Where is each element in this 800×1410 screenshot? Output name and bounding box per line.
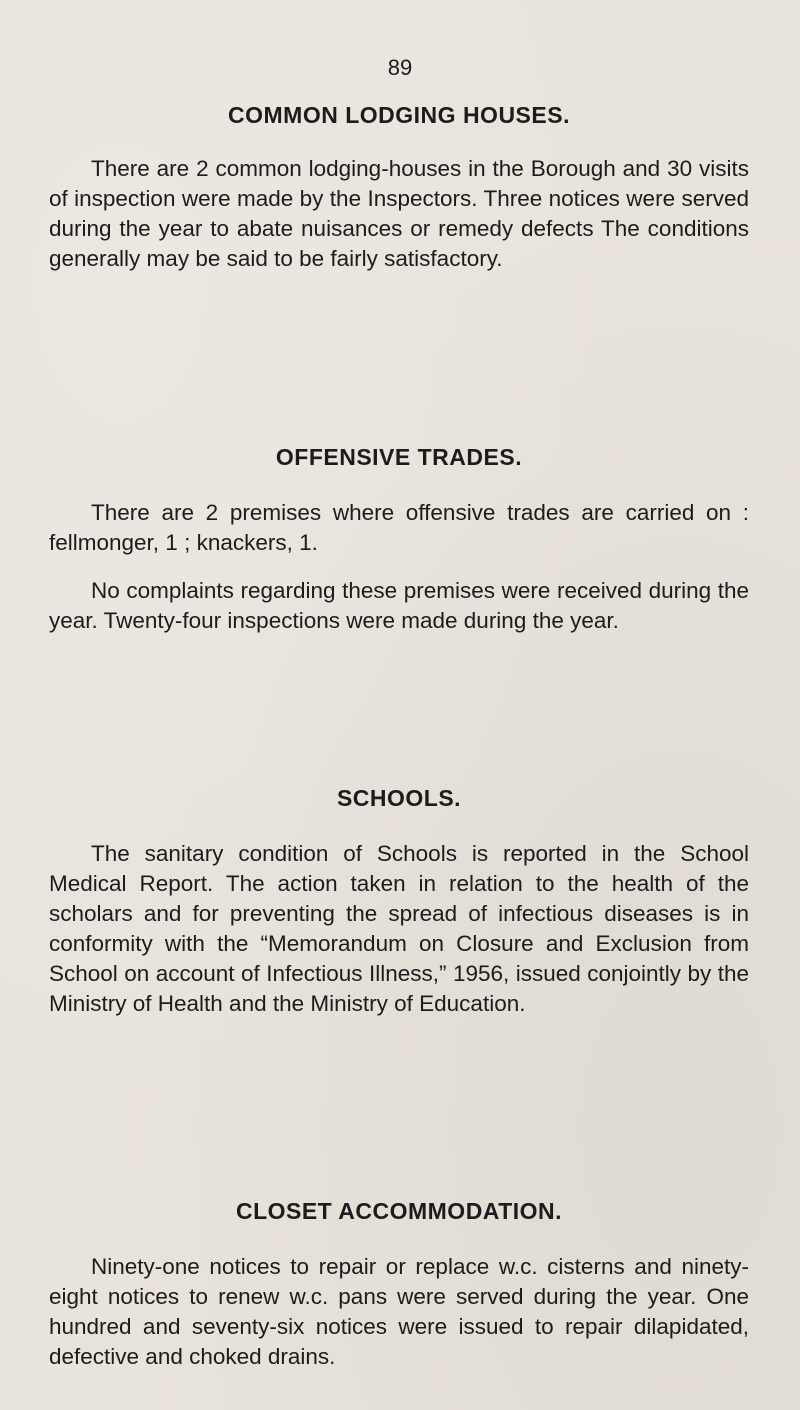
page-number: 89 — [387, 55, 413, 80]
paragraph: The sanitary condition of Schools is reported in the School Medical Report. The action taken in relation to the health of the scholars and for preventing the spread of infectious diseases is in conformity with the “Memorandum on Closure and Exclusion from School on account of Infectious Illness,” 1956, issued conjointly by the Ministry of Health and the Ministry of Education. — [49, 841, 749, 1016]
paragraph: There are 2 premises where offensive trades are carried on : fellmonger, 1 ; knackers, 1. — [49, 500, 749, 555]
paragraph: Ninety-one notices to repair or replace w.c. cisterns and ninety-eight notices to renew w.c. pans were served during the year. One hundred and seventy-six notices were issued to repair dilapidated, defective and choked drains. — [49, 1254, 749, 1369]
section-closet-accommodation — [49, 1196, 749, 1372]
paragraph: No complaints regarding these premises were received during the year. Twenty-four inspections were made during the year. — [49, 578, 749, 633]
section-heading: COMMON LODGING HOUSES. — [228, 102, 570, 128]
section-heading: SCHOOLS. — [336, 785, 462, 811]
section-offensive-trades — [49, 442, 749, 636]
paragraph: There are 2 common lodging-houses in the Borough and 30 visits of inspection were made by the Inspectors. Three notices were served during the year to abate nuisances or remedy defects The conditions generally may be said to be fairly satisfactory. — [49, 156, 749, 271]
section-heading: CLOSET ACCOMMODATION. — [235, 1198, 563, 1224]
section-common-lodging-houses — [49, 100, 749, 274]
section-schools — [49, 783, 749, 1019]
section-heading: OFFENSIVE TRADES. — [275, 444, 523, 470]
